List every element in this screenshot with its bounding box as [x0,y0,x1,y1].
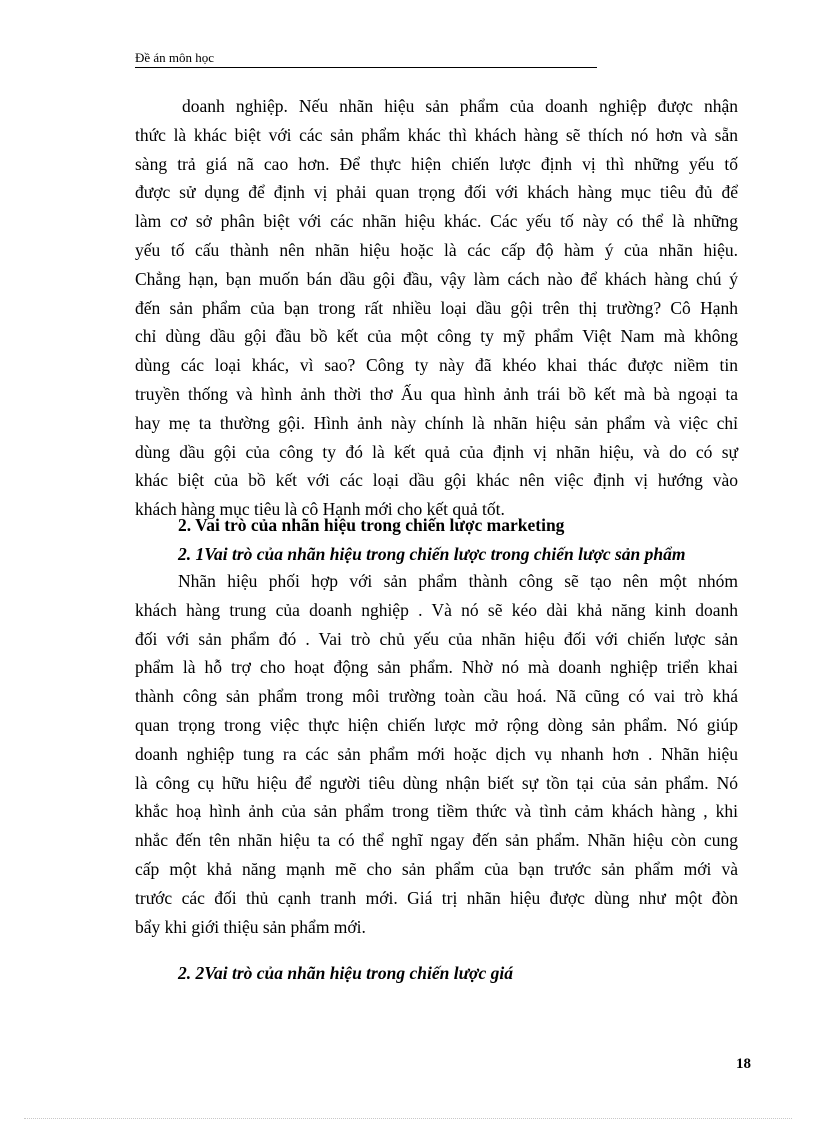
text-line: đối với sản phẩm đó . Vai trò chủ yếu của nhãn hiệu đối với chiến lược sản [135,628,738,649]
text-line: dùng các loại khác, vì sao? Công ty này đã khéo khai thác được niềm tin [135,355,738,376]
text-line: được sử dụng để định vị phải quan trọng đối với khách hàng mục tiêu đủ để [135,182,738,203]
paragraph-positioning [135,92,738,524]
text-line: doanh nghiệp tung ra các sản phẩm mới hoặc dịch vụ nhanh hơn . Nhãn hiệu [135,743,738,764]
text-line: doanh nghiệp. Nếu nhãn hiệu sản phẩm của doanh nghiệp được nhận [182,96,738,116]
text-line: hay mẹ ta thường gội. Hình ảnh này chính là nhãn hiệu sản phẩm và việc chỉ [135,412,738,433]
text-line: là công cụ hữu hiệu để người tiêu dùng nhận biết sự tồn tại của sản phẩm. Nó [135,772,738,793]
text-line: đến sản phẩm của bạn trong rất nhiều loại dầu gội trên thị trường? Cô Hạnh [135,297,738,318]
text-line: sàng trả giá nã cao hơn. Để thực hiện chiến lược định vị thì những yếu tố [135,153,738,174]
text-line: khách hàng trung của doanh nghiệp . Và nó sẽ kéo dài khả năng kinh doanh [135,599,738,620]
text-line: khác biệt của bồ kết với các loại dầu gội khác nên việc định vị hướng vào [135,470,738,491]
text-line: truyền thống và hình ảnh thời thơ Ấu qua hình ảnh trái bồ kết mà bà ngoại ta [135,383,738,404]
text-line: dùng dầu gội của công ty đó là kết quả của định vị nhãn hiệu, và do có sự [135,441,738,462]
page-boundary-divider [24,1118,792,1119]
text-line: thành công sản phẩm trong môi trường toàn cầu hoá. Nã cũng có vai trò khá [135,686,738,707]
text-line: khắc hoạ hình ảnh của sản phẩm trong tiềm thức và tình cảm khách hàng , khi [135,801,738,822]
text-line: Nhãn hiệu phối hợp với sản phẩm thành công sẽ tạo nên một nhóm [178,571,738,591]
text-line: làm cơ sở phân biệt với các nhãn hiệu khác. Các yếu tố này có thể là những [135,211,738,232]
text-line: Chẳng hạn, bạn muốn bán dầu gội đầu, vậy làm cách nào để khách hàng chú ý [135,268,738,289]
paragraph-product-strategy [135,567,738,941]
text-line: quan trọng trong việc thực hiện chiến lược mở rộng dòng sản phẩm. Nó giúp [135,714,738,735]
text-line: khách hàng mục tiêu là cô Hạnh mới cho kết quả tốt. [135,499,505,520]
text-line: cấp một khả năng mạnh mẽ cho sản phẩm của bạn trước sản phẩm mới và [135,858,738,879]
text-line: yếu tố cấu thành nên nhãn hiệu hoặc là các cấp độ hàm ý của nhãn hiệu. [135,239,738,260]
text-line: thức là khác biệt với các sản phẩm khác thì khách hàng sẽ thích nó hơn và sẵn [135,124,738,145]
section-heading: 2. Vai trò của nhãn hiệu trong chiến lược marketing [178,515,565,535]
text-line: chỉ dùng dầu gội đầu bồ kết của một công ty mỹ phẩm Việt Nam mà không [135,326,738,347]
subsection-heading: 2. 2Vai trò của nhãn hiệu trong chiến lược giá [178,963,513,983]
text-line: bẩy khi giới thiệu sản phẩm mới. [135,916,366,937]
text-line: phẩm là hỗ trợ cho hoạt động sản phẩm. Nhờ nó mà doanh nghiệp triển khai [135,657,738,678]
text-line: nhắc đến tên nhãn hiệu ta có thể nghĩ ngay đến sản phẩm. Nhãn hiệu còn cung [135,830,738,851]
document-header: Đề án môn học [135,50,597,68]
page-number: 18 [736,1056,751,1072]
text-line: trước các đối thủ cạnh tranh mới. Giá trị nhãn hiệu được dùng như một đòn [135,887,738,908]
subsection-heading: 2. 1Vai trò của nhãn hiệu trong chiến lược trong chiến lược sản phẩm [178,544,686,564]
